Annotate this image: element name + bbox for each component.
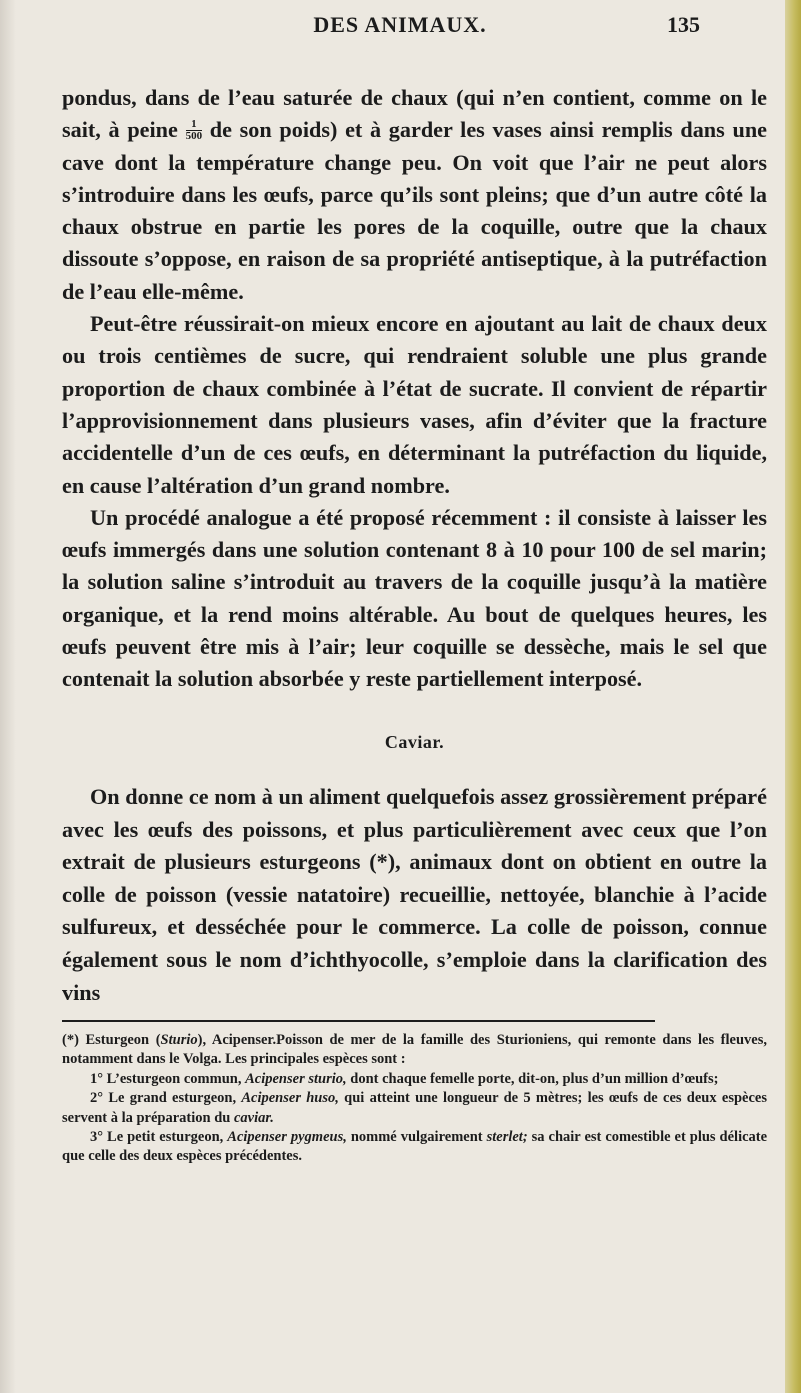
italic-run: Acipenser huso, [241,1090,339,1107]
page-gutter [0,0,16,1393]
footnote [62,1031,767,1070]
italic-run: Acipenser sturio, [245,1070,347,1087]
text-run: sa chair est comestible et plus délicate que celle des deux espèces précédentes. [62,1129,768,1165]
text-run: dont chaque femelle porte, dit-on, plus d’un million d’œufs; [350,1070,719,1087]
italic-run: sterlet; [486,1129,528,1146]
main-text [62,82,767,696]
paragraph: Peut-être réussirait-on mieux encore en ajoutant au lait de chaux deux ou trois centièmes de sucre, qui rendraient soluble une plus grande proportion de chaux combinée à l’état de sucrate. Il convient de répartir l’approvisionnement dans plusieurs vases, afin d’éviter que la fracture accidentelle d’un de ces œufs, en déterminant la putréfaction du liquide, en cause l’altération d’un grand nombre. [62,311,767,498]
italic-run: Acipenser pygmeus, [227,1129,347,1146]
fraction-numerator: 1 [186,119,203,131]
page-edge [785,0,801,1393]
paragraph: Un procédé analogue a été proposé récemment : il consiste à laisser les œufs immergés dans une solution contenant 8 à 10 pour 100 de sel marin; la solution saline s’introduit au travers de la coquille jusqu’à la matière organique, et la rend moins altérable. Au bout de quelques heures, les œufs peuvent être mis à l’air; leur coquille se dessèche, mais le sel que contenait la solution absorbée y reste partiellement interposé. [62,504,767,692]
page-number: 135 [667,12,700,37]
fraction-denominator: 500 [185,130,203,143]
running-title: DES ANIMAUX. [313,12,487,37]
text-run: (*) Esturgeon ( [62,1032,161,1048]
text-run: pondus, dans de l’eau saturée de chaux (qui n’en contient, comme on le sait, à peine [62,85,767,143]
text-run: qui atteint une longueur de 5 mètres; les œufs de ces deux espèces servent à la préparation du [62,1090,767,1126]
paragraph: On donne ce nom à un aliment quelquefois assez grossièrement préparé avec les œufs des poissons, et plus particulièrement avec ceux que l’on extrait de plusieurs esturgeons (*), animaux dont on obtient en outre la colle de poisson (vessie natatoire) recueillie, nettoyée, blanchie à l’acide sulfureux, et desséchée pour le commerce. La colle de poisson, connue également sous le nom d’ichthyocolle, s’emploie dans la clarification des vins [62,784,767,1005]
footnote-rule [62,1020,655,1022]
text-run: ), Acipenser.Poisson de mer de la famille des Sturioniens, qui remonte dans les fleuves, notamment dans le Volga. Les principales espèces sont : [62,1032,767,1068]
italic-run: caviar. [233,1109,274,1126]
text-run: de son poids) et à garder les vases ainsi remplis dans une cave dont la température change peu. On voit que l’air ne peut alors s’introduire dans les œufs, parce qu’ils sont pleins; que d’un autre côté la chaux obstrue en partie les pores de la coquille, outre que la chaux dissoute s’oppose, en raison de sa propriété antiseptique, à la putréfaction de l’eau elle-même. [62,117,768,304]
section-heading: Caviar. [384,732,445,752]
text-run: 2° Le grand esturgeon, [90,1090,237,1107]
text-run: 1° L’esturgeon commun, [90,1070,242,1087]
footnote-item [62,1089,767,1128]
fraction [186,119,203,142]
paragraph [62,82,767,308]
section-text [62,781,767,1009]
text-run: nommé vulgairement [350,1129,483,1146]
footnote-item [62,1070,767,1089]
italic-run: Sturio [160,1032,198,1048]
footnote-item [62,1128,767,1167]
running-header [100,12,700,42]
text-run: 3° Le petit esturgeon, [90,1129,224,1146]
footnotes [62,1031,767,1167]
